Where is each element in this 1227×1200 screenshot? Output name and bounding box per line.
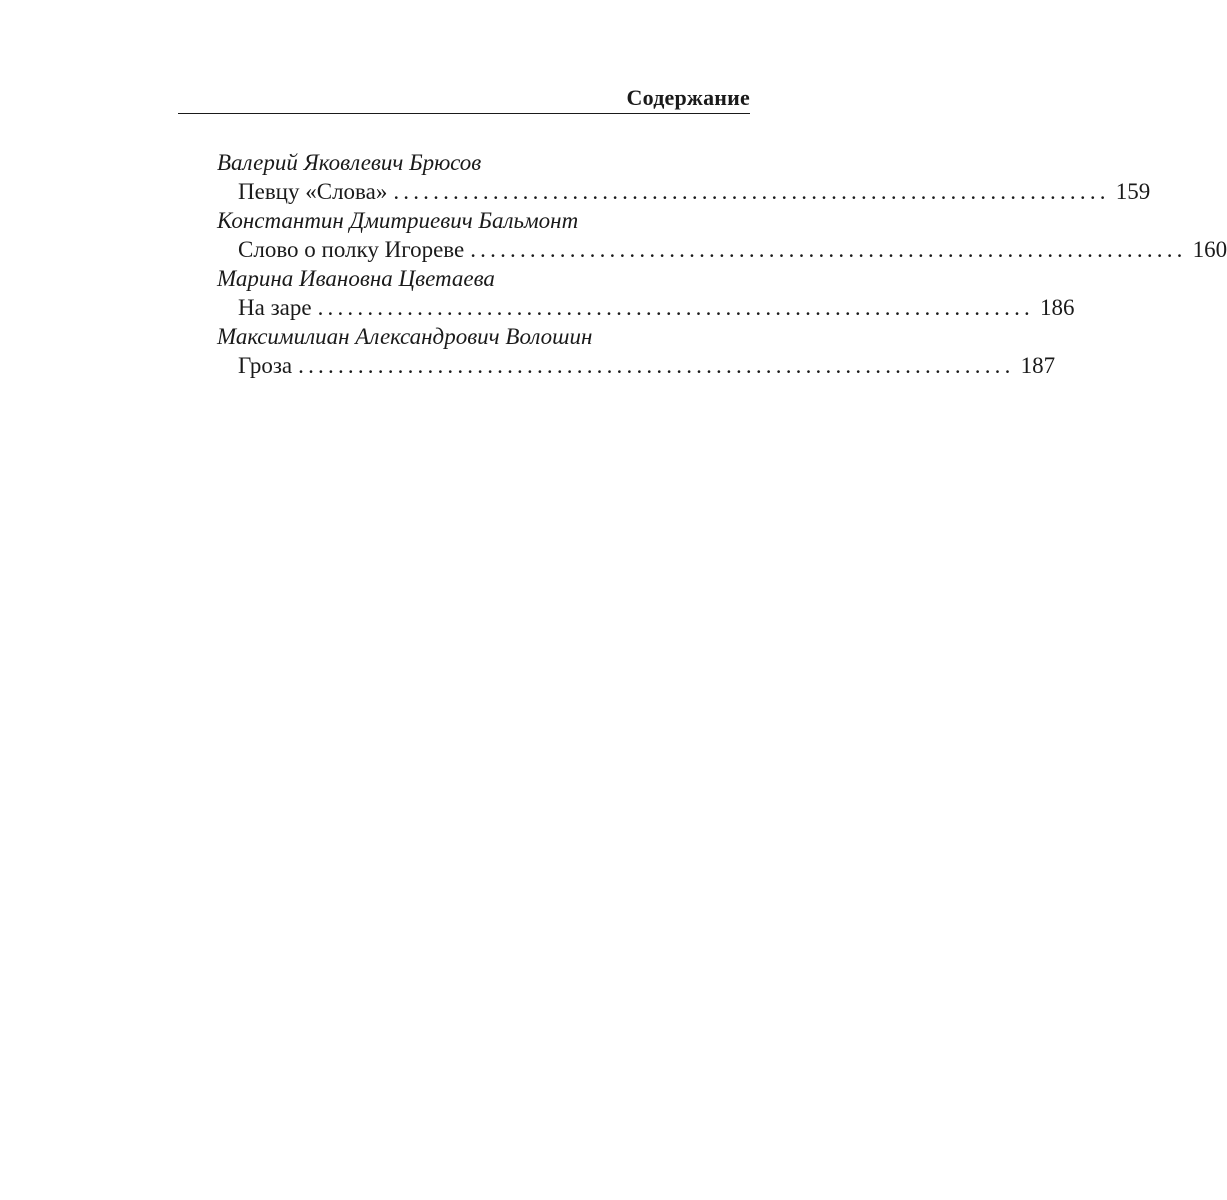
toc-work-title: Гроза <box>238 353 293 378</box>
toc-work-title: Певцу «Слова» <box>238 179 388 204</box>
toc-author: Марина Ивановна Цветаева <box>217 266 495 291</box>
toc-author: Валерий Яковлевич Брюсов <box>217 150 482 175</box>
dot-leader: ........................................................................ <box>393 179 1110 204</box>
dot-leader: ........................................................................ <box>298 353 1015 378</box>
running-head <box>178 84 750 114</box>
toc-work-title: На заре <box>238 295 312 320</box>
toc-entry[interactable] <box>238 235 1227 264</box>
toc-entry[interactable] <box>238 351 1056 380</box>
dot-leader: ........................................................................ <box>470 237 1187 262</box>
table-of-contents <box>217 148 1227 380</box>
toc-page-number: 160 <box>1192 237 1227 262</box>
toc-page-number: 186 <box>1039 295 1075 320</box>
toc-author: Максимилиан Александрович Волошин <box>217 324 593 349</box>
running-head-title: Содержание <box>626 85 750 110</box>
toc-author: Константин Дмитриевич Бальмонт <box>217 208 579 233</box>
toc-entry[interactable] <box>238 177 1151 206</box>
toc-page-number: 159 <box>1115 179 1151 204</box>
toc-entry[interactable] <box>238 293 1075 322</box>
toc-work-title: Слово о полку Игореве <box>238 237 465 262</box>
dot-leader: ........................................................................ <box>317 295 1034 320</box>
toc-page-number: 187 <box>1020 353 1056 378</box>
header-rule <box>178 113 750 114</box>
